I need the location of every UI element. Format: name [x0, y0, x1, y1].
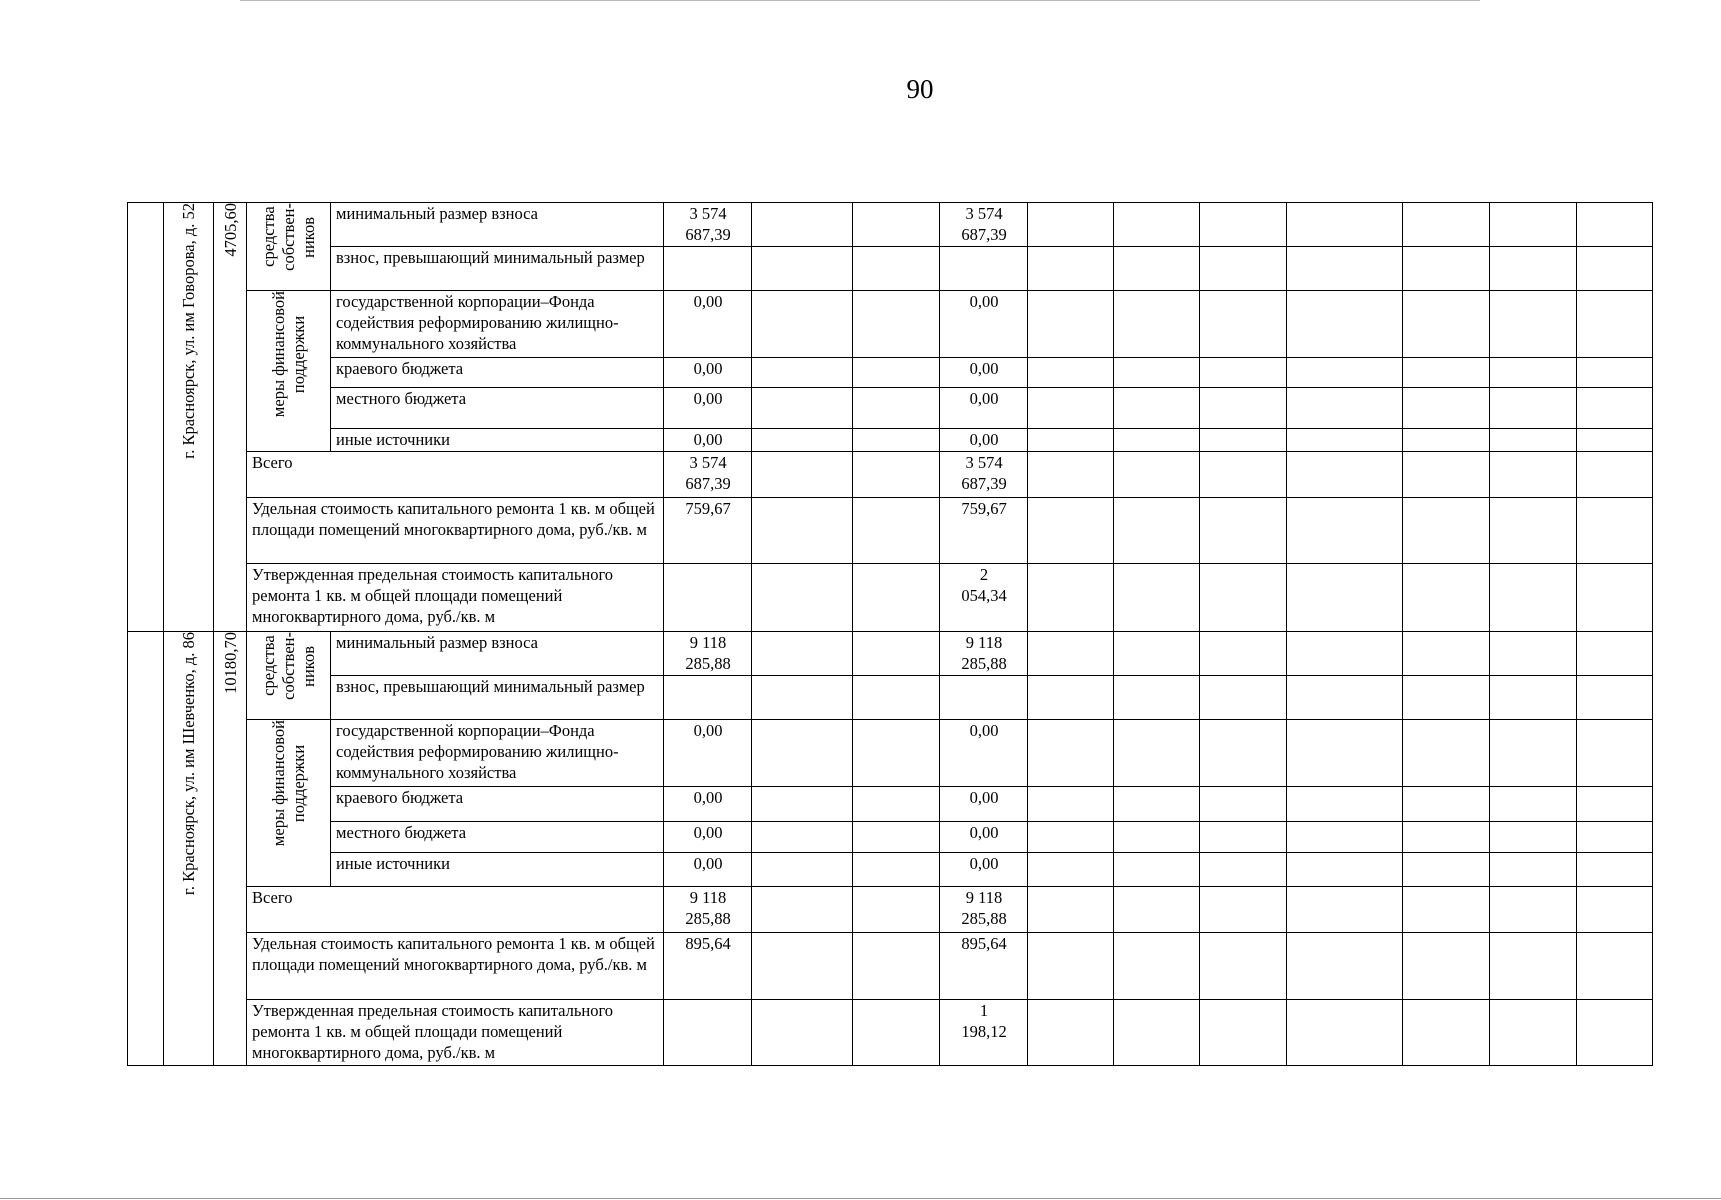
- row-index-cell: [128, 203, 164, 632]
- row-label: местного бюджета: [331, 822, 664, 853]
- address-cell: г. Красноярск, ул. им Говорова, д. 52: [164, 203, 214, 632]
- value-cell: 0,00: [664, 388, 752, 429]
- value-cell: 0,00: [664, 429, 752, 452]
- value-cell: 0,00: [664, 291, 752, 358]
- value-cell: 0,00: [940, 429, 1028, 452]
- table-row: [128, 1000, 1653, 1066]
- table-row: [128, 853, 1653, 887]
- row-label: государственной корпорации–Фонда содействия реформированию жилищно-коммунального хозяйства: [331, 720, 664, 787]
- table-row: [128, 388, 1653, 429]
- table-row: [128, 429, 1653, 452]
- table-row: [128, 887, 1653, 933]
- table-row: [128, 632, 1653, 676]
- address-cell: г. Красноярск, ул. им Шевченко, д. 86: [164, 632, 214, 1066]
- value-cell: 895,64: [664, 933, 752, 1000]
- value-cell: 1 198,12: [940, 1000, 1028, 1066]
- row-label: иные источники: [331, 853, 664, 887]
- page-number: 90: [906, 74, 934, 104]
- table-row: [128, 498, 1653, 564]
- table-row: [128, 822, 1653, 853]
- value-cell: 0,00: [940, 853, 1028, 887]
- table-row: [128, 247, 1653, 291]
- table-row: [128, 452, 1653, 498]
- value-cell: 0,00: [664, 358, 752, 388]
- value-cell: 0,00: [664, 822, 752, 853]
- value-cell: 3 574 687,39: [664, 203, 752, 247]
- group-financial-support: меры финансовой поддержки: [247, 291, 331, 452]
- row-label-unit-cost: Удельная стоимость капитального ремонта 1 кв. м общей площади помещений многоквартирного дома, руб./кв. м: [247, 498, 664, 564]
- capital-repair-table: [127, 202, 1653, 1066]
- area-cell: 10180,70: [214, 632, 247, 1066]
- table-row: [128, 203, 1653, 247]
- table-row: [128, 291, 1653, 358]
- value-cell: 9 118 285,88: [940, 887, 1028, 933]
- value-cell: 9 118 285,88: [664, 632, 752, 676]
- row-label-total: Всего: [247, 887, 664, 933]
- row-label: местного бюджета: [331, 388, 664, 429]
- value-cell: 0,00: [940, 720, 1028, 787]
- value-cell: 9 118 285,88: [664, 887, 752, 933]
- row-label: минимальный размер взноса: [331, 632, 664, 676]
- value-cell: 759,67: [940, 498, 1028, 564]
- row-label-limit-cost: Утвержденная предельная стоимость капитального ремонта 1 кв. м общей площади помещений многоквартирного дома, руб./кв. м: [247, 564, 664, 632]
- table-row: [128, 933, 1653, 1000]
- value-cell: 3 574 687,39: [940, 203, 1028, 247]
- scan-edge-bottom: [0, 1198, 1721, 1199]
- value-cell: 0,00: [940, 388, 1028, 429]
- row-label: краевого бюджета: [331, 358, 664, 388]
- row-label-total: Всего: [247, 452, 664, 498]
- area-cell: 4705,60: [214, 203, 247, 632]
- value-cell: 3 574 687,39: [940, 452, 1028, 498]
- group-owners-funds: средства собствен- ников: [247, 203, 331, 291]
- row-label: минимальный размер взноса: [331, 203, 664, 247]
- row-label-limit-cost: Утвержденная предельная стоимость капитального ремонта 1 кв. м общей площади помещений многоквартирного дома, руб./кв. м: [247, 1000, 664, 1066]
- row-label: государственной корпорации–Фонда содействия реформированию жилищно-коммунального хозяйства: [331, 291, 664, 358]
- value-cell: 0,00: [940, 787, 1028, 822]
- value-cell: 0,00: [664, 787, 752, 822]
- value-cell: 9 118 285,88: [940, 632, 1028, 676]
- row-label: иные источники: [331, 429, 664, 452]
- row-label: краевого бюджета: [331, 787, 664, 822]
- row-label: взнос, превышающий минимальный размер: [331, 247, 664, 291]
- row-label-unit-cost: Удельная стоимость капитального ремонта 1 кв. м общей площади помещений многоквартирного дома, руб./кв. м: [247, 933, 664, 1000]
- table-row: [128, 787, 1653, 822]
- row-index-cell: [128, 632, 164, 1066]
- row-label: взнос, превышающий минимальный размер: [331, 676, 664, 720]
- value-cell: 0,00: [940, 822, 1028, 853]
- group-owners-funds: средства собствен- ников: [247, 632, 331, 720]
- value-cell: 759,67: [664, 498, 752, 564]
- table-row: [128, 564, 1653, 632]
- table-row: [128, 358, 1653, 388]
- value-cell: 895,64: [940, 933, 1028, 1000]
- table-row: [128, 720, 1653, 787]
- value-cell: 3 574 687,39: [664, 452, 752, 498]
- value-cell: 0,00: [664, 720, 752, 787]
- table-row: [128, 676, 1653, 720]
- value-cell: 0,00: [940, 291, 1028, 358]
- value-cell: 2 054,34: [940, 564, 1028, 632]
- group-financial-support: меры финансовой поддержки: [247, 720, 331, 887]
- value-cell: 0,00: [664, 853, 752, 887]
- value-cell: 0,00: [940, 358, 1028, 388]
- scan-edge-top: [240, 0, 1480, 1]
